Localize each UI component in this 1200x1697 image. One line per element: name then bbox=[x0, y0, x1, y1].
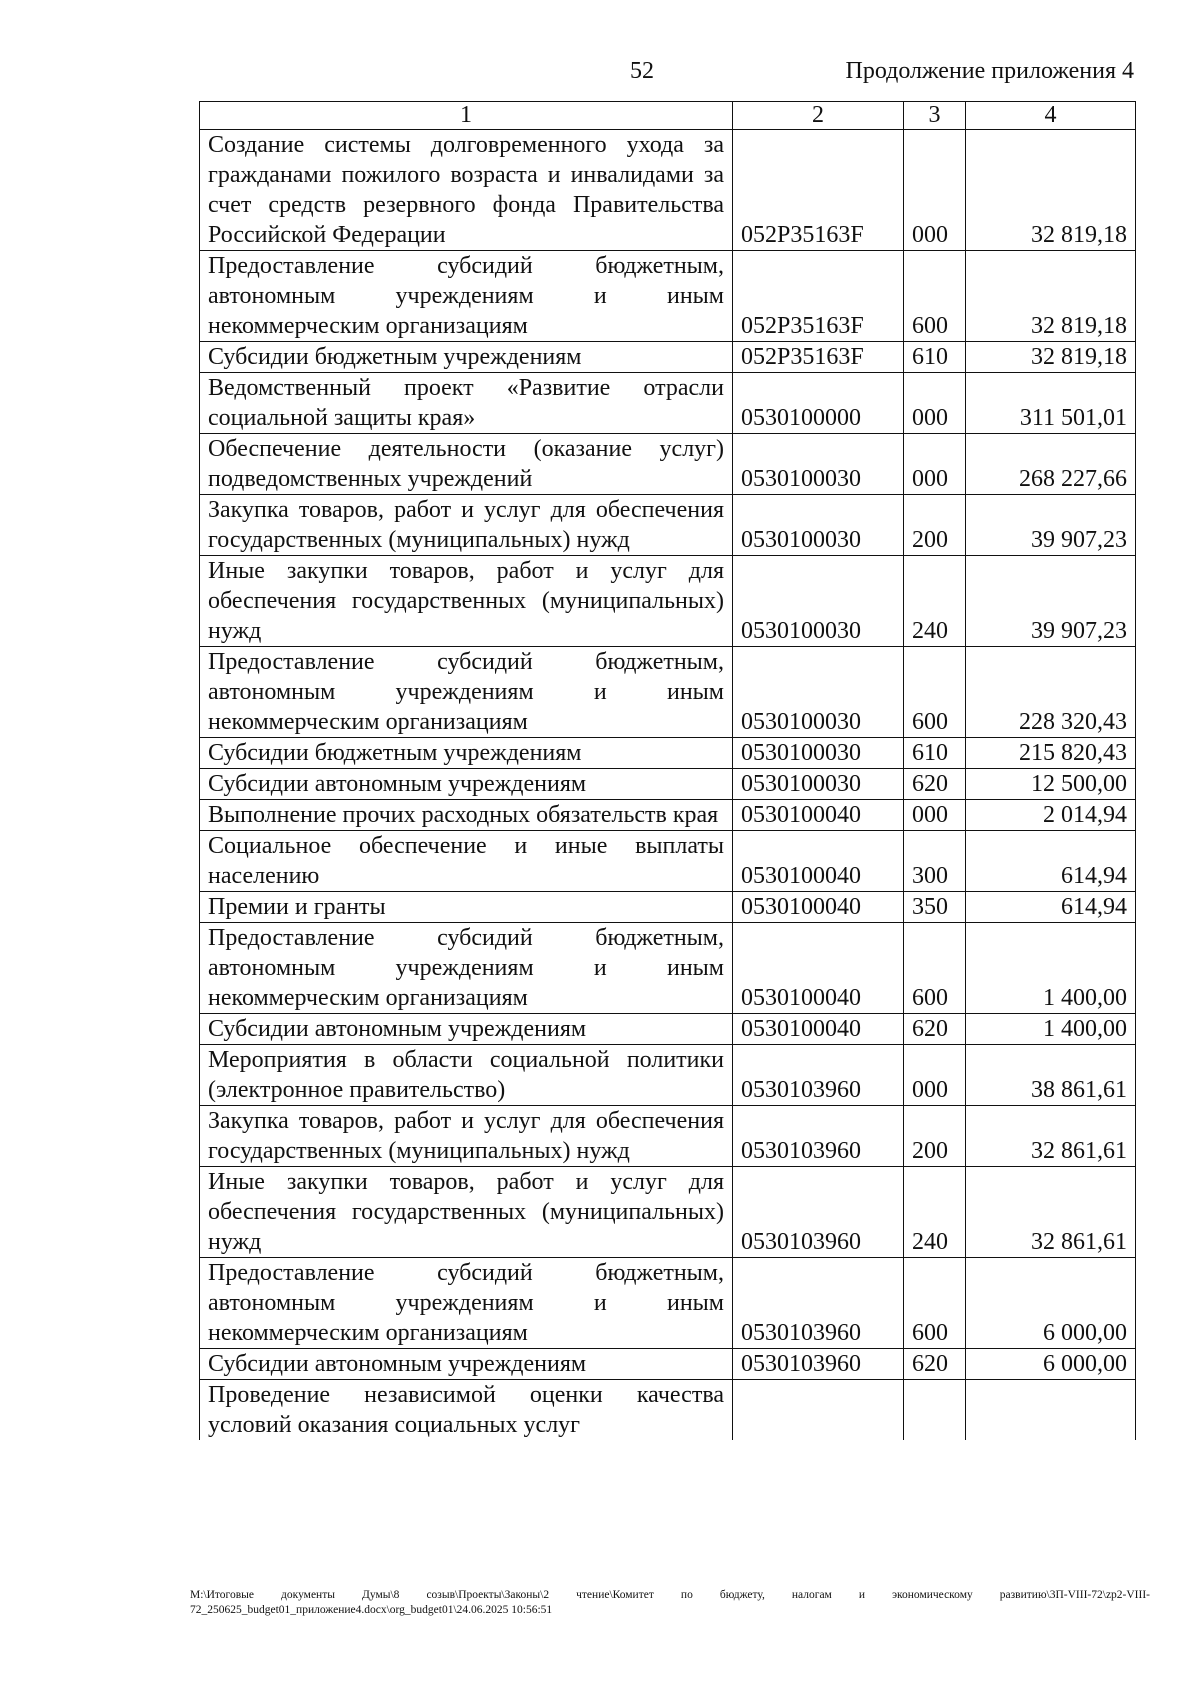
row-expense-type: 620 bbox=[904, 1014, 966, 1045]
table-row bbox=[200, 342, 1136, 373]
row-name: Субсидии бюджетным учреждениям bbox=[200, 738, 733, 769]
table-body bbox=[200, 130, 1136, 1441]
row-amount: 39 907,23 bbox=[966, 495, 1136, 556]
row-target-code: 0530103960 bbox=[733, 1045, 904, 1106]
row-amount: 1 400,00 bbox=[966, 1014, 1136, 1045]
page-number: 52 bbox=[630, 58, 654, 84]
table-header-row bbox=[200, 102, 1136, 130]
row-expense-type: 000 bbox=[904, 130, 966, 251]
row-target-code: 0530100000 bbox=[733, 373, 904, 434]
row-expense-type: 600 bbox=[904, 923, 966, 1014]
row-amount: 32 819,18 bbox=[966, 251, 1136, 342]
row-expense-type: 000 bbox=[904, 434, 966, 495]
row-target-code: 0530103960 bbox=[733, 1258, 904, 1349]
row-name: Мероприятия в области социальной политики (электронное правительство) bbox=[200, 1045, 733, 1106]
row-expense-type: 000 bbox=[904, 800, 966, 831]
row-expense-type: 620 bbox=[904, 1349, 966, 1380]
row-expense-type: 000 bbox=[904, 373, 966, 434]
table-row bbox=[200, 800, 1136, 831]
row-target-code: 052P35163F bbox=[733, 130, 904, 251]
row-name: Субсидии автономным учреждениям bbox=[200, 1349, 733, 1380]
table-row bbox=[200, 1106, 1136, 1167]
row-name: Закупка товаров, работ и услуг для обеспечения государственных (муниципальных) нужд bbox=[200, 495, 733, 556]
row-amount: 2 014,94 bbox=[966, 800, 1136, 831]
table-row bbox=[200, 1349, 1136, 1380]
row-target-code: 0530100030 bbox=[733, 556, 904, 647]
row-name: Предоставление субсидий бюджетным, автономным учреждениям и иным некоммерческим организациям bbox=[200, 1258, 733, 1349]
row-expense-type: 240 bbox=[904, 1167, 966, 1258]
table-row bbox=[200, 1167, 1136, 1258]
row-expense-type: 610 bbox=[904, 738, 966, 769]
row-name: Социальное обеспечение и иные выплаты населению bbox=[200, 831, 733, 892]
table-row bbox=[200, 434, 1136, 495]
row-target-code bbox=[733, 1380, 904, 1441]
row-amount: 32 861,61 bbox=[966, 1167, 1136, 1258]
table-row bbox=[200, 373, 1136, 434]
row-name: Предоставление субсидий бюджетным, автономным учреждениям и иным некоммерческим организациям bbox=[200, 251, 733, 342]
row-amount: 1 400,00 bbox=[966, 923, 1136, 1014]
column-header: 4 bbox=[966, 102, 1136, 130]
row-amount: 12 500,00 bbox=[966, 769, 1136, 800]
row-amount: 32 861,61 bbox=[966, 1106, 1136, 1167]
row-name: Субсидии бюджетным учреждениям bbox=[200, 342, 733, 373]
row-expense-type: 610 bbox=[904, 342, 966, 373]
row-amount: 311 501,01 bbox=[966, 373, 1136, 434]
table-row bbox=[200, 892, 1136, 923]
row-expense-type: 600 bbox=[904, 251, 966, 342]
row-expense-type bbox=[904, 1380, 966, 1441]
row-expense-type: 350 bbox=[904, 892, 966, 923]
row-expense-type: 200 bbox=[904, 1106, 966, 1167]
row-name: Обеспечение деятельности (оказание услуг) подведомственных учреждений bbox=[200, 434, 733, 495]
file-path-footer: M:\Итоговые документы Думы\8 созыв\Проекты\Законы\2 чтение\Комитет по бюджету, налогам и экономическому развитию\3П-VIII-72\zp2-VIII-72_250625_budget01_приложение4.docx\org_budget01\24.06.2025 10:56:51 bbox=[190, 1589, 1150, 1616]
row-expense-type: 200 bbox=[904, 495, 966, 556]
row-name: Создание системы долговременного ухода за гражданами пожилого возраста и инвалидами за счет средств резервного фонда Правительства Российской Федерации bbox=[200, 130, 733, 251]
row-amount: 32 819,18 bbox=[966, 130, 1136, 251]
row-expense-type: 300 bbox=[904, 831, 966, 892]
table-row bbox=[200, 769, 1136, 800]
table-row bbox=[200, 130, 1136, 251]
table-row bbox=[200, 647, 1136, 738]
table-row bbox=[200, 1045, 1136, 1106]
row-amount: 32 819,18 bbox=[966, 342, 1136, 373]
row-target-code: 0530100030 bbox=[733, 738, 904, 769]
table-row bbox=[200, 1014, 1136, 1045]
page-caption: Продолжение приложения 4 bbox=[845, 58, 1134, 84]
row-expense-type: 240 bbox=[904, 556, 966, 647]
row-amount: 38 861,61 bbox=[966, 1045, 1136, 1106]
row-expense-type: 000 bbox=[904, 1045, 966, 1106]
row-amount: 215 820,43 bbox=[966, 738, 1136, 769]
table-row bbox=[200, 495, 1136, 556]
row-target-code: 0530100040 bbox=[733, 800, 904, 831]
row-amount: 614,94 bbox=[966, 892, 1136, 923]
row-name: Субсидии автономным учреждениям bbox=[200, 1014, 733, 1045]
row-name: Иные закупки товаров, работ и услуг для обеспечения государственных (муниципальных) нужд bbox=[200, 556, 733, 647]
row-amount: 268 227,66 bbox=[966, 434, 1136, 495]
row-amount: 614,94 bbox=[966, 831, 1136, 892]
column-header: 3 bbox=[904, 102, 966, 130]
row-name: Закупка товаров, работ и услуг для обеспечения государственных (муниципальных) нужд bbox=[200, 1106, 733, 1167]
row-target-code: 0530100040 bbox=[733, 831, 904, 892]
row-amount: 39 907,23 bbox=[966, 556, 1136, 647]
row-expense-type: 620 bbox=[904, 769, 966, 800]
row-amount: 6 000,00 bbox=[966, 1349, 1136, 1380]
table-row bbox=[200, 831, 1136, 892]
column-header: 1 bbox=[200, 102, 733, 130]
row-target-code: 0530100040 bbox=[733, 892, 904, 923]
budget-table bbox=[199, 101, 1136, 1440]
table-row bbox=[200, 556, 1136, 647]
row-target-code: 0530100040 bbox=[733, 923, 904, 1014]
row-target-code: 0530100040 bbox=[733, 1014, 904, 1045]
row-target-code: 0530100030 bbox=[733, 495, 904, 556]
row-amount bbox=[966, 1380, 1136, 1441]
row-amount: 6 000,00 bbox=[966, 1258, 1136, 1349]
row-name: Иные закупки товаров, работ и услуг для обеспечения государственных (муниципальных) нужд bbox=[200, 1167, 733, 1258]
row-name: Предоставление субсидий бюджетным, автономным учреждениям и иным некоммерческим организациям bbox=[200, 923, 733, 1014]
row-target-code: 0530100030 bbox=[733, 769, 904, 800]
row-expense-type: 600 bbox=[904, 647, 966, 738]
table-row bbox=[200, 923, 1136, 1014]
row-expense-type: 600 bbox=[904, 1258, 966, 1349]
row-name: Субсидии автономным учреждениям bbox=[200, 769, 733, 800]
row-name: Проведение независимой оценки качества условий оказания социальных услуг bbox=[200, 1380, 733, 1441]
table-row bbox=[200, 738, 1136, 769]
row-target-code: 0530103960 bbox=[733, 1349, 904, 1380]
row-name: Ведомственный проект «Развитие отрасли социальной защиты края» bbox=[200, 373, 733, 434]
row-target-code: 052P35163F bbox=[733, 251, 904, 342]
row-amount: 228 320,43 bbox=[966, 647, 1136, 738]
row-name: Выполнение прочих расходных обязательств края bbox=[200, 800, 733, 831]
table-row bbox=[200, 1258, 1136, 1349]
row-target-code: 0530103960 bbox=[733, 1106, 904, 1167]
table-row bbox=[200, 1380, 1136, 1441]
row-target-code: 0530103960 bbox=[733, 1167, 904, 1258]
row-name: Предоставление субсидий бюджетным, автономным учреждениям и иным некоммерческим организациям bbox=[200, 647, 733, 738]
row-target-code: 0530100030 bbox=[733, 434, 904, 495]
row-name: Премии и гранты bbox=[200, 892, 733, 923]
row-target-code: 052P35163F bbox=[733, 342, 904, 373]
column-header: 2 bbox=[733, 102, 904, 130]
row-target-code: 0530100030 bbox=[733, 647, 904, 738]
table-row bbox=[200, 251, 1136, 342]
